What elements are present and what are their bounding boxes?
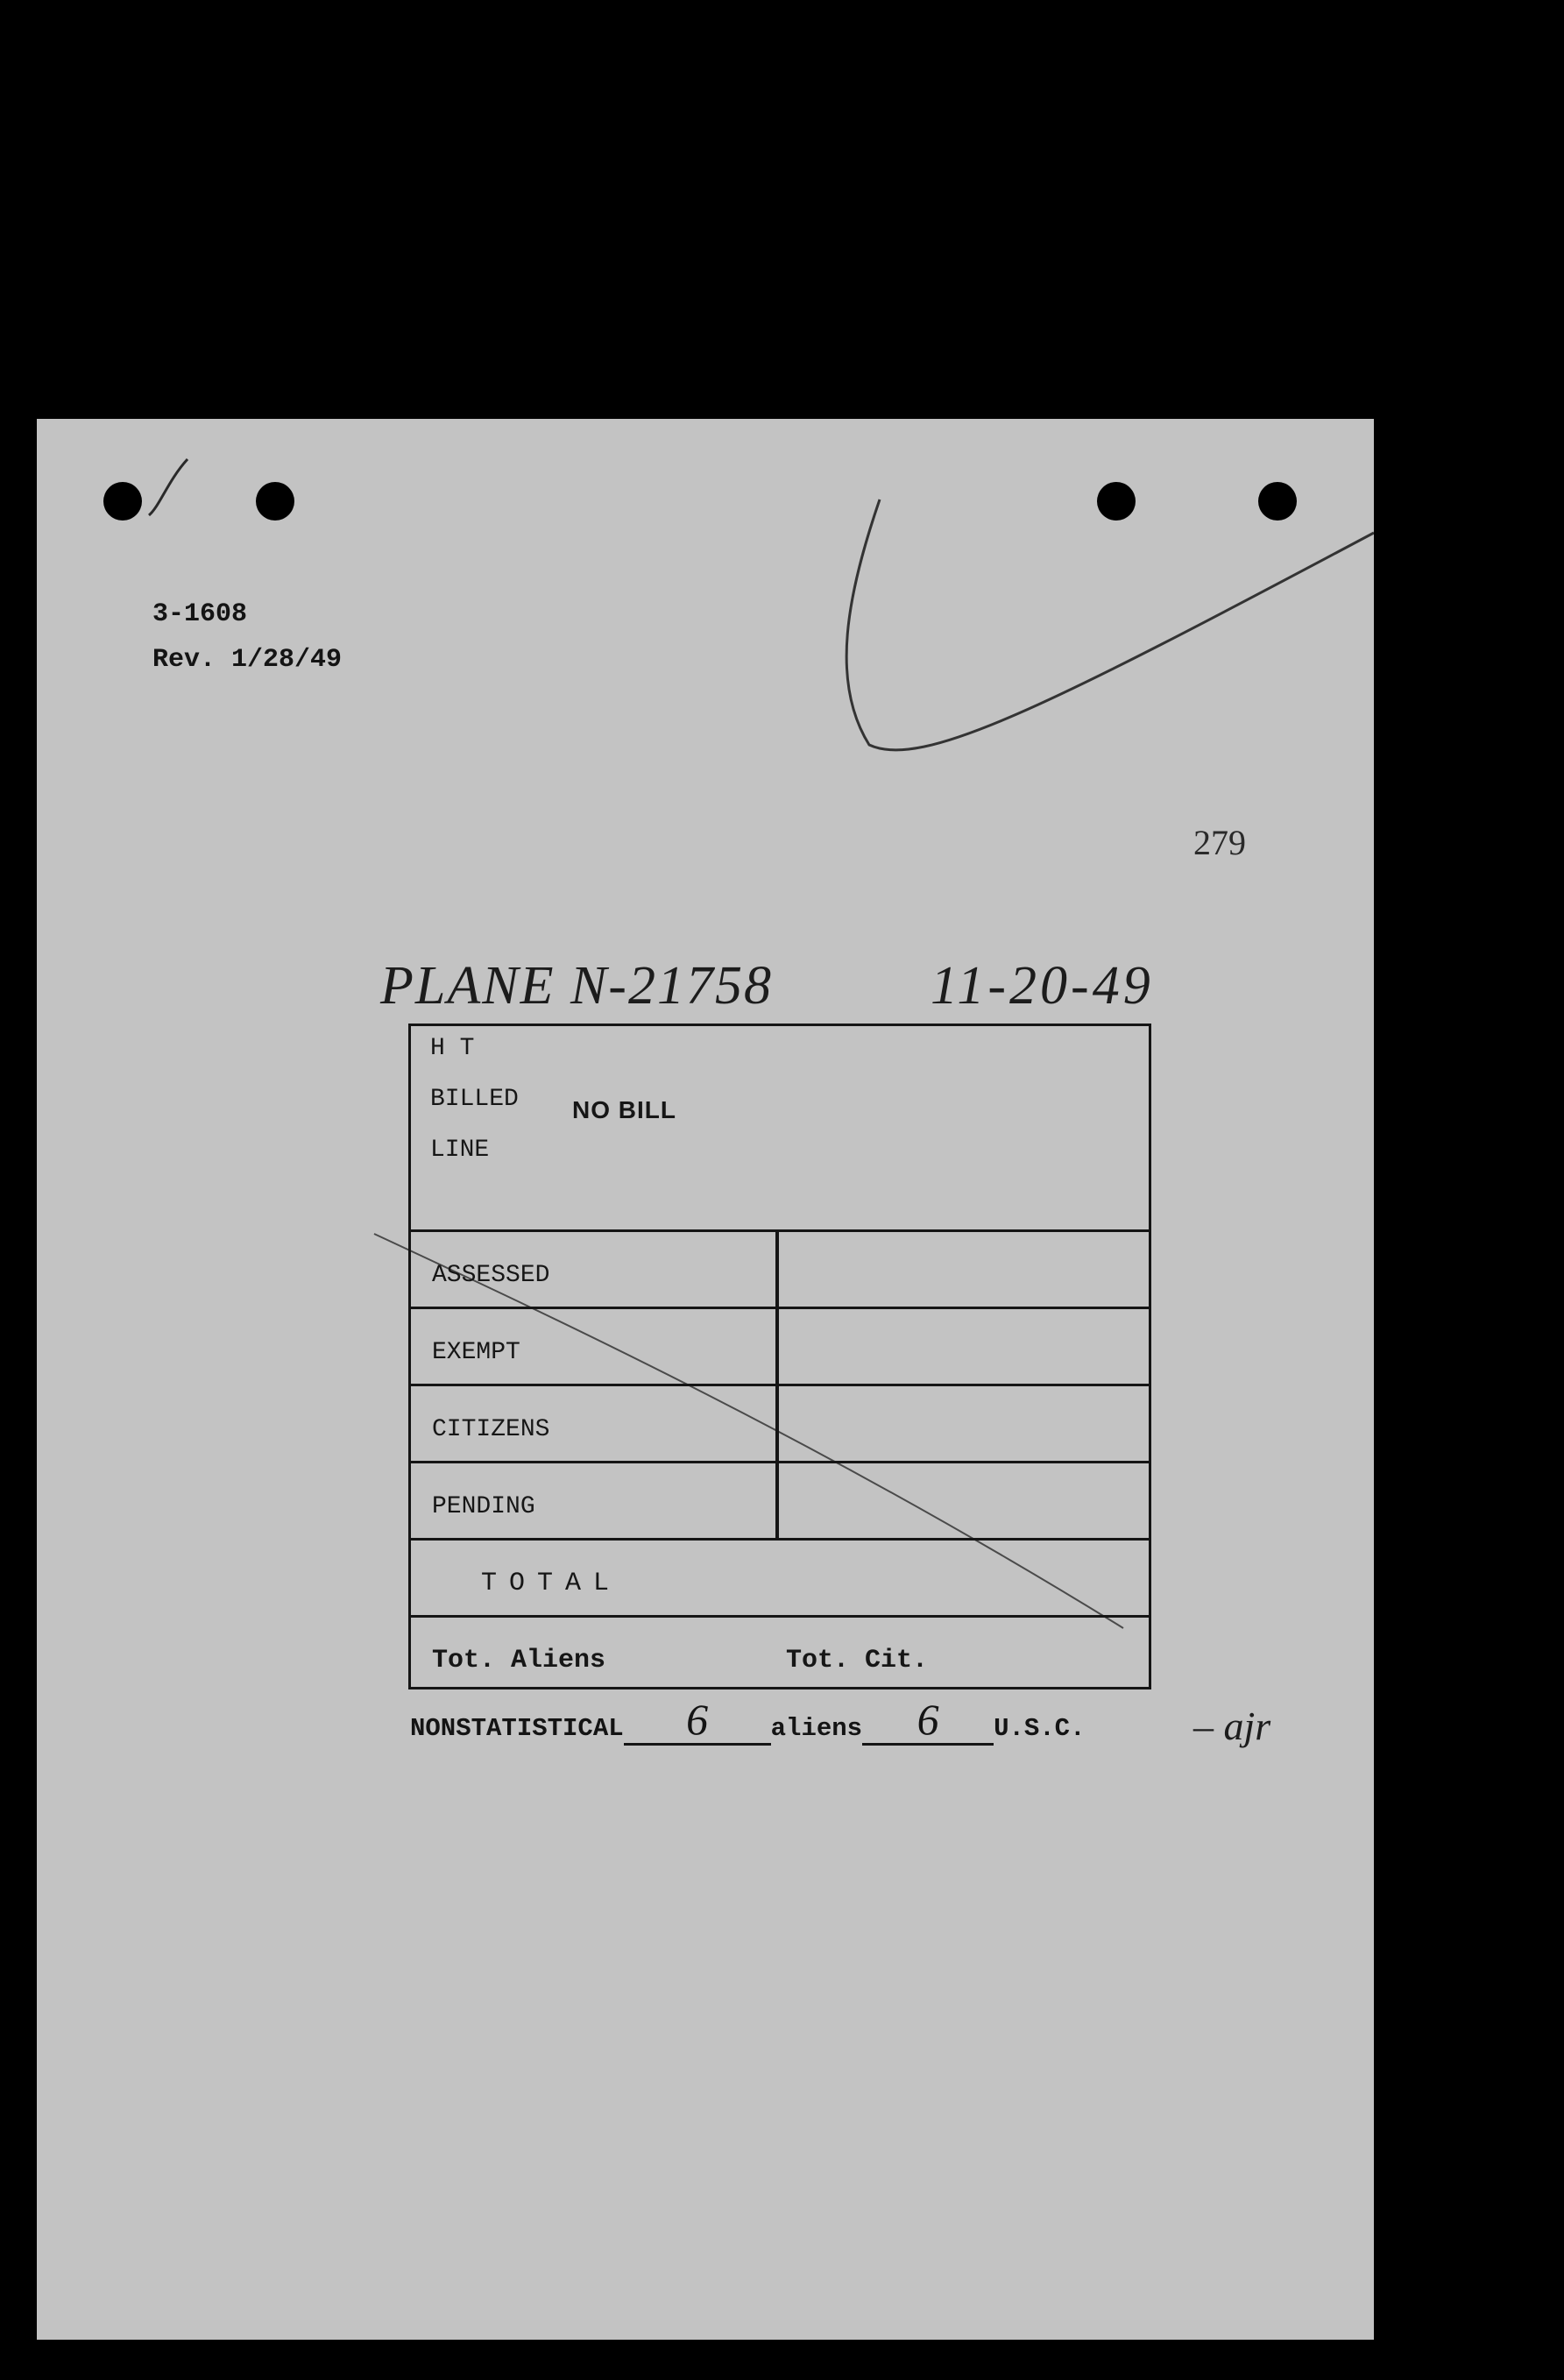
usc-value: 6 [916,1695,939,1744]
form-revision: Rev. 1/28/49 [152,645,343,675]
page-number: 279 [1193,823,1246,862]
handwritten-plane-number: PLANE N-21758 [380,956,773,1016]
row-label: PENDING [432,1493,535,1520]
row-pending [411,1461,1149,1538]
row-citizens [411,1384,1149,1461]
row-exempt [411,1307,1149,1384]
nonstatistical-line [410,1695,1086,1746]
no-bill-stamp: NO BILL [572,1096,676,1123]
row-label: EXEMPT [432,1339,520,1366]
usc-label: U.S.C. [994,1714,1086,1743]
billed-label: BILLED [430,1086,519,1113]
usc-blank [862,1695,994,1746]
document-page [37,419,1374,2340]
nonstat-aliens-blank [624,1695,771,1746]
row-total [411,1538,1149,1615]
row-totals [411,1615,1149,1689]
row-label: CITIZENS [432,1416,550,1443]
nonstat-aliens-value: 6 [686,1695,709,1744]
total-label: TOTAL [481,1569,622,1598]
tot-aliens-label: Tot. Aliens [432,1646,606,1675]
row-assessed [411,1229,1149,1307]
manifest-summary-box [408,1024,1151,1689]
column-divider [775,1232,779,1307]
tot-cit-label: Tot. Cit. [786,1646,929,1675]
aliens-label: aliens [770,1714,863,1743]
column-divider [775,1386,779,1461]
handwritten-date: 11-20-49 [931,956,1154,1016]
row-label: ASSESSED [432,1262,550,1289]
handwritten-initials: – ajr [1193,1704,1271,1748]
line-label: LINE [430,1137,490,1164]
column-divider [775,1309,779,1384]
ht-label: H T [430,1035,475,1062]
form-number: 3-1608 [152,599,248,629]
column-divider [775,1463,779,1538]
nonstat-label: NONSTATISTICAL [410,1714,624,1743]
